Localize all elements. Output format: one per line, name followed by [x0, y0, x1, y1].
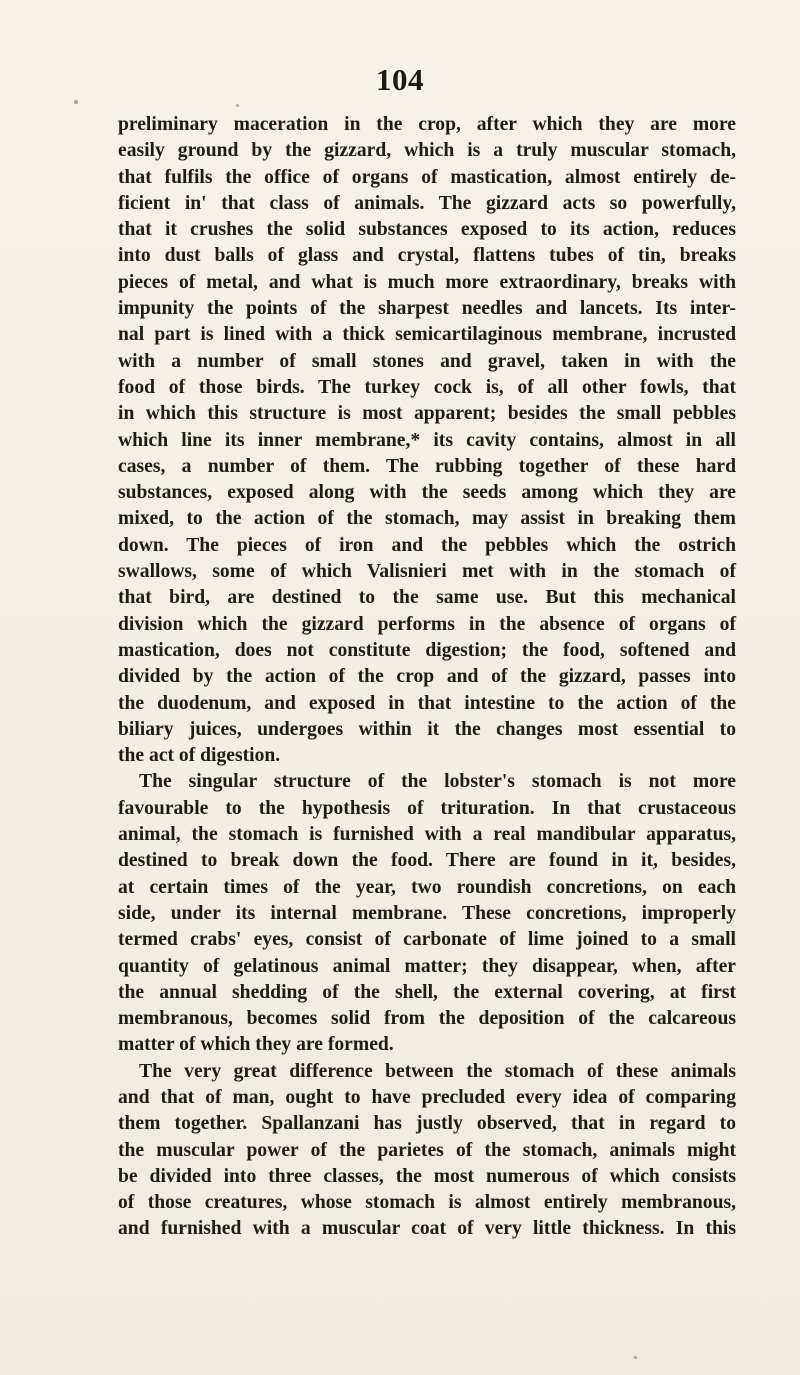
text-line: preliminary maceration in the crop, after which they are more — [118, 114, 736, 135]
text-line: the annual shedding of the shell, the external covering, at first — [118, 981, 736, 1003]
text-line: which line its inner membrane,* its cavity contains, almost in all — [118, 429, 736, 451]
text-line: The very great difference between the stomach of these animals — [139, 1060, 736, 1082]
text-line: them together. Spallanzani has justly observed, that in regard to — [118, 1113, 736, 1135]
text-line: the act of digestion. — [118, 745, 281, 767]
text-line: matter of which they are formed. — [118, 1034, 394, 1056]
paragraph-3 — [118, 1059, 736, 1243]
text-line: food of those birds. The turkey cock is, of all other fowls, that — [118, 376, 736, 398]
text-line: cases, a number of them. The rubbing together of these hard — [118, 455, 736, 477]
text-line: and furnished with a muscular coat of very little thickness. In this — [118, 1218, 736, 1240]
text-line: be divided into three classes, the most numerous of which consists — [118, 1165, 736, 1187]
text-line: animal, the stomach is furnished with a real mandibular apparatus, — [118, 824, 736, 846]
text-line: favourable to the hypothesis of trituration. In that crustaceous — [118, 797, 736, 819]
text-line: with a number of small stones and gravel, taken in with the — [118, 350, 736, 372]
text-line: destined to break down the food. There are found in it, besides, — [118, 850, 736, 872]
text-line: of those creatures, whose stomach is almost entirely membranous, — [118, 1192, 736, 1214]
paragraph-1 — [118, 112, 736, 769]
text-line: the duodenum, and exposed in that intestine to the action of the — [118, 692, 736, 714]
ink-speck-decoration — [236, 104, 239, 107]
paragraph-2 — [118, 769, 736, 1058]
text-line: at certain times of the year, two roundish concretions, on each — [118, 876, 736, 898]
text-line: down. The pieces of iron and the pebbles which the ostrich — [118, 534, 736, 556]
ink-speck-decoration — [634, 1356, 637, 1359]
text-line: side, under its internal membrane. These concretions, improperly — [118, 902, 736, 924]
page-number: 104 — [376, 62, 424, 97]
text-line: membranous, becomes solid from the deposition of the calcareous — [118, 1008, 736, 1030]
text-line: easily ground by the gizzard, which is a truly muscular stomach, — [118, 140, 736, 162]
text-line: The singular structure of the lobster's stomach is not more — [139, 771, 736, 793]
text-line: mixed, to the action of the stomach, may assist in breaking them — [118, 508, 736, 530]
text-line: biliary juices, undergoes within it the changes most essential to — [118, 718, 736, 740]
text-line: substances, exposed along with the seeds among which they are — [118, 482, 736, 504]
text-line: nal part is lined with a thick semicartilaginous membrane, incrusted — [118, 324, 736, 346]
text-line: that it crushes the solid substances exposed to its action, reduces — [118, 219, 736, 241]
text-line: that bird, are destined to the same use. But this mechanical — [118, 587, 736, 609]
text-line: swallows, some of which Valisnieri met with in the stomach of — [118, 561, 736, 583]
text-line: in which this structure is most apparent; besides the small pebbles — [118, 403, 736, 425]
text-line: division which the gizzard performs in the absence of organs of — [118, 613, 736, 635]
text-line: impunity the points of the sharpest needles and lancets. Its inter- — [118, 298, 736, 320]
text-line: and that of man, ought to have precluded every idea of comparing — [118, 1086, 736, 1108]
text-line: ficient in' that class of animals. The gizzard acts so powerfully, — [118, 192, 736, 214]
body-text — [118, 112, 736, 1243]
text-line: the muscular power of the parietes of the stomach, animals might — [118, 1139, 736, 1161]
text-line: pieces of metal, and what is much more extraordinary, breaks with — [118, 271, 736, 293]
text-line: into dust balls of glass and crystal, flattens tubes of tin, breaks — [118, 245, 736, 267]
text-line: divided by the action of the crop and of the gizzard, passes into — [118, 666, 736, 688]
text-line: termed crabs' eyes, consist of carbonate of lime joined to a small — [118, 929, 736, 951]
text-line: that fulfils the office of organs of mastication, almost entirely de- — [118, 166, 736, 188]
text-line: quantity of gelatinous animal matter; they disappear, when, after — [118, 955, 736, 977]
ink-speck-decoration — [74, 100, 78, 104]
text-line: mastication, does not constitute digestion; the food, softened and — [118, 639, 736, 661]
